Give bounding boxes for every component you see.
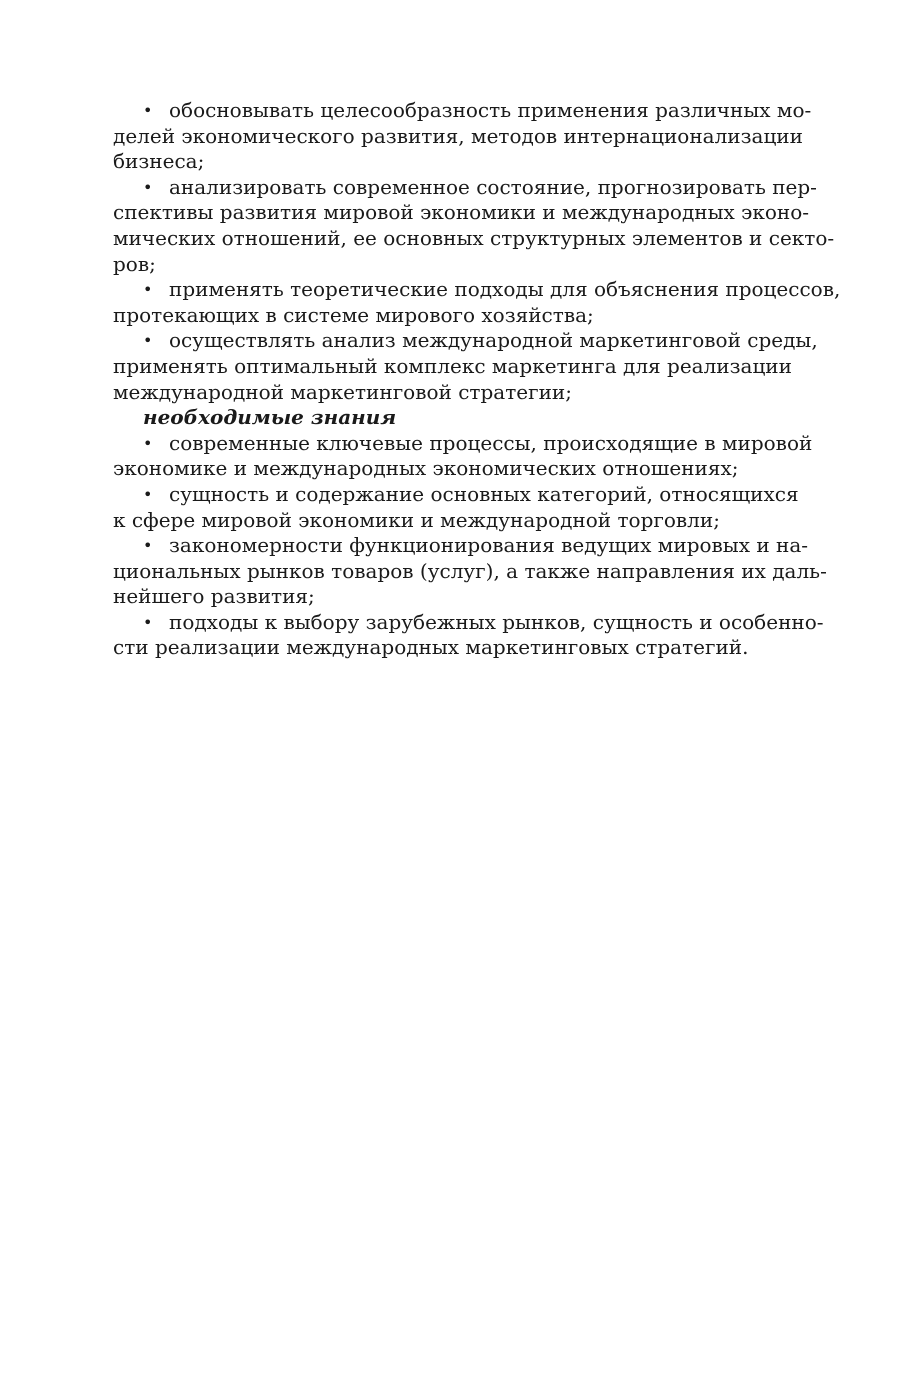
list-item [113,481,799,533]
list-item [113,328,818,405]
list-item-line [113,200,810,226]
list-item-text: делей экономического развития, методов интернационализации [113,123,803,148]
section-heading: необходимые знания [143,405,397,430]
list-item-text: подходы к выбору зарубежных рынков, сущность и особенно- [169,609,824,634]
list-item-text: обосновывать целесообразность применения различных мо- [169,98,812,122]
list-item-text: анализировать современное состояние, прогнозировать пер- [169,174,817,199]
list-item-text: ров; [113,251,156,276]
list-item-line [113,98,812,124]
bullet-icon: • [143,280,153,300]
list-item-text: бизнеса; [113,149,205,174]
bullet-icon: • [143,433,153,453]
bullet-icon: • [143,177,153,197]
bullet-icon: • [143,536,153,556]
list-item-text: экономике и международных экономических отношениях; [113,456,739,481]
document-page [113,98,841,661]
list-item-line [113,328,818,354]
list-item [113,174,835,277]
list-item-text: применять оптимальный комплекс маркетинга для реализации [113,353,792,378]
list-item [113,98,812,175]
list-item-line [113,225,835,252]
list-item-line [113,533,809,559]
list-item-line [113,277,841,303]
list-item-line [113,303,788,329]
list-item-text: международной маркетинговой стратегии; [113,379,572,404]
list-item-text: спективы развития мировой экономики и международных эконо- [113,200,810,225]
list-item-line [113,635,788,661]
list-item [113,430,813,482]
list-item-text: сти реализации международных маркетинговых стратегий. [113,635,749,660]
list-item-text: нейшего развития; [113,584,315,609]
list-item-text: к сфере мировой экономики и международной торговли; [113,507,720,532]
list-item-line [113,609,824,636]
list-item-text: циональных рынков товаров (услуг), а также направления их даль- [113,558,827,583]
list-item-line [113,353,792,380]
list-item-text: протекающих в системе мирового хозяйства; [113,302,594,327]
list-item-line [113,481,799,508]
list-item-line [113,252,788,278]
list-item-line [113,123,803,150]
list-item-line [113,558,827,585]
list-item [113,533,827,610]
knowledge-list [113,430,827,661]
list-item-line [113,430,813,457]
list-item-text: закономерности функционирования ведущих мировых и на- [169,533,809,558]
skills-list [113,98,841,405]
list-item-text: применять теоретические подходы для объяснения процессов, [169,277,841,302]
list-item-line [113,508,788,534]
bullet-icon: • [143,484,153,504]
list-item [113,277,841,328]
bullet-icon: • [143,331,153,351]
list-item-text: мических отношений, ее основных структурных элементов и секто- [113,225,835,250]
list-item-text: осуществлять анализ международной маркетинговой среды, [169,328,818,353]
list-item-line [113,456,788,482]
list-item-text: современные ключевые процессы, происходящие в мировой [169,430,813,455]
list-item-line [113,149,788,175]
list-item [113,609,824,661]
list-item-text: сущность и содержание основных категорий, относящихся [169,481,799,506]
list-item-line [113,380,788,406]
bullet-icon: • [143,612,153,632]
list-item-line [113,174,817,201]
bullet-icon: • [143,101,153,120]
list-item-line [113,584,788,610]
